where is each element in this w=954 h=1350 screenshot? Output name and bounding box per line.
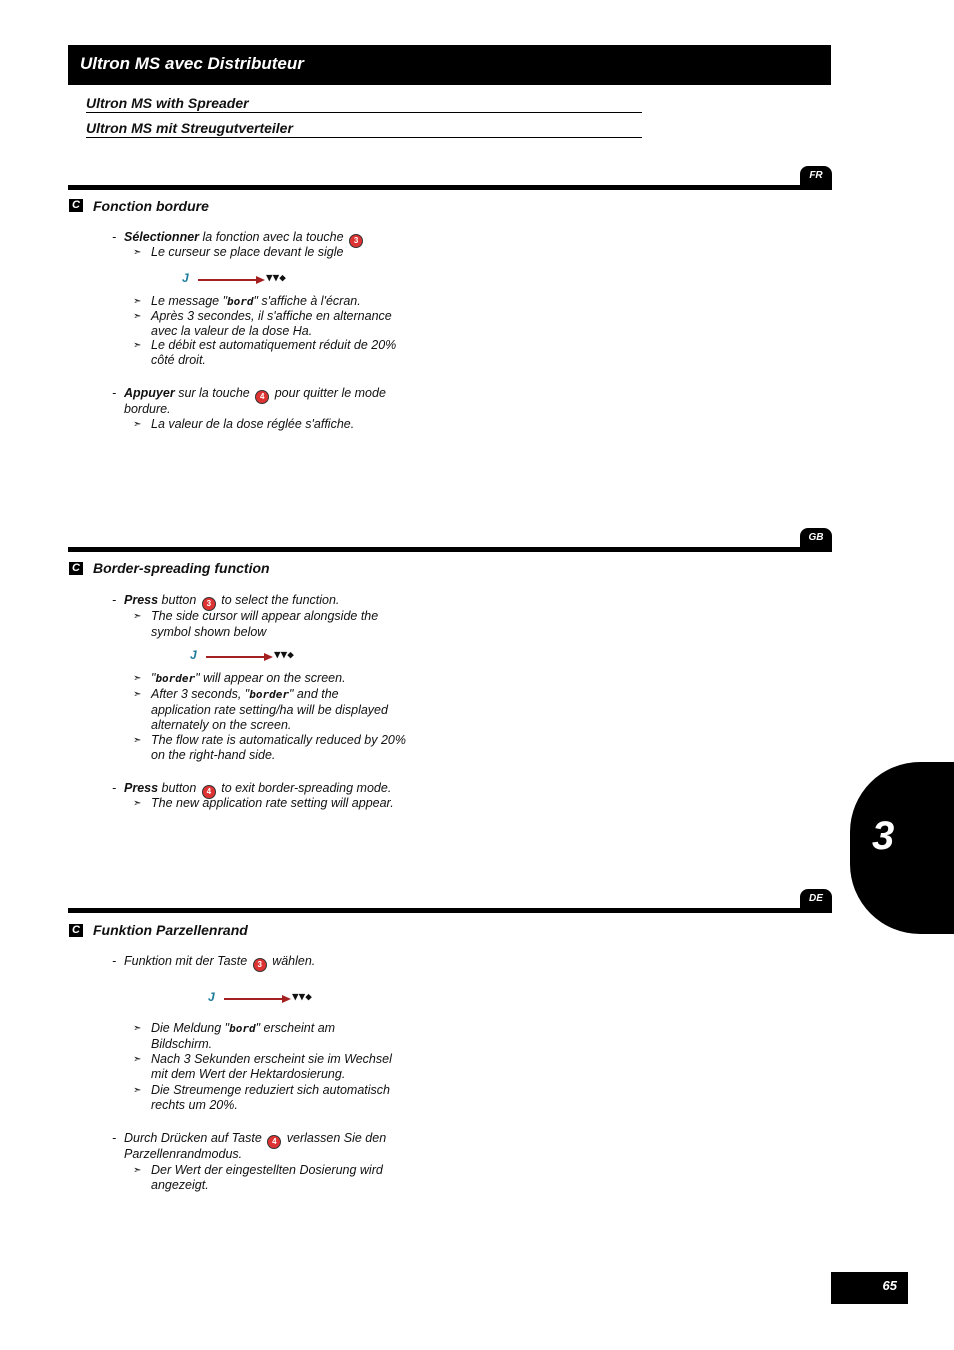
border-symbol-diagram-de [208, 990, 328, 1006]
section-badge-c: C [69, 924, 83, 937]
gb-result-message [151, 671, 346, 687]
result-arrow-icon: ➣ [133, 419, 142, 430]
document-title: Ultron MS avec Distributeur [80, 54, 304, 73]
fr-step-select-text: la fonction avec la touche [202, 230, 344, 244]
bullet-dash: - [112, 593, 117, 607]
bullet-dash: - [112, 954, 117, 968]
gb-step-exit-b: to exit border-spreading mode. [221, 781, 392, 795]
section-rule-de [68, 908, 831, 913]
chapter-tab [850, 762, 954, 934]
result-arrow-icon: ➣ [133, 340, 142, 351]
de-step-select-b: wählen. [272, 954, 316, 968]
result-arrow-icon: ➣ [133, 798, 142, 809]
result-arrow-icon: ➣ [133, 1085, 142, 1096]
gb-step-exit-a: button [161, 781, 197, 795]
section-rule-gb [68, 547, 831, 552]
de-result-message-l2: Bildschirm. [151, 1037, 213, 1051]
page-number: 65 [882, 1278, 897, 1293]
de-result-alternate-l2: mit dem Wert der Hektardosierung. [151, 1067, 346, 1081]
result-arrow-icon: ➣ [133, 735, 142, 746]
key-3-icon: 3 [349, 234, 363, 248]
fr-result-alternate-l2: avec la valeur de la dose Ha. [151, 324, 313, 338]
bullet-dash: - [112, 1131, 117, 1145]
gb-result-message-b: " will appear on the screen. [195, 671, 346, 685]
border-spreading-symbol-icon: ▼▼◆ [266, 271, 286, 284]
page-number-box [831, 1272, 908, 1304]
fr-result-reduced-l2: côté droit. [151, 353, 206, 367]
fr-result-dose: La valeur de la dose réglée s'affiche. [151, 417, 355, 431]
lcd-text-bord: bord [227, 295, 254, 308]
section-badge-c: C [69, 199, 83, 212]
gb-step-press-verb: Press [124, 593, 159, 607]
de-result-reduced-l2: rechts um 20%. [151, 1098, 238, 1112]
result-arrow-icon: ➣ [133, 247, 142, 258]
fr-result-message-a: Le message " [151, 294, 228, 308]
pointer-arrow-line [206, 656, 266, 658]
gb-result-alternate-l1 [151, 687, 339, 703]
de-result-message-b: " erscheint am [255, 1021, 336, 1035]
border-spreading-symbol-icon: ▼▼◆ [292, 990, 312, 1003]
key-3-icon: 3 [202, 597, 216, 611]
bullet-dash: - [112, 386, 117, 400]
gb-step-exit-verb: Press [124, 781, 159, 795]
border-symbol-diagram-gb [190, 648, 310, 664]
fr-step-press-b: pour quitter le mode [274, 386, 386, 400]
gb-result-cursor-l2: symbol shown below [151, 625, 267, 639]
lang-tab-gb: GB [800, 528, 832, 552]
de-result-reduced-l1: Die Streumenge reduziert sich automatisch [151, 1083, 391, 1097]
header-bar [68, 45, 831, 85]
fr-result-reduced-l1: Le débit est automatiquement réduit de 20% [151, 338, 397, 352]
de-result-alternate-l1: Nach 3 Sekunden erscheint sie im Wechsel [151, 1052, 392, 1066]
cursor-symbol-icon: J [182, 271, 189, 285]
section-rule-fr [68, 185, 831, 190]
gb-result-cursor-l1: The side cursor will appear alongside the [151, 609, 379, 623]
de-result-dose-l2: angezeigt. [151, 1178, 209, 1192]
pointer-arrow-head-icon [264, 653, 273, 661]
border-symbol-diagram-fr [182, 271, 302, 287]
lang-tab-fr: FR [800, 166, 832, 190]
gb-result-alternate-l3: alternately on the screen. [151, 718, 292, 732]
result-arrow-icon: ➣ [133, 1023, 142, 1034]
fr-step-press-a: sur la touche [178, 386, 250, 400]
fr-result-alternate-l1: Après 3 secondes, il s'affiche en alternance [151, 309, 392, 323]
result-arrow-icon: ➣ [133, 311, 142, 322]
fr-step-select-verb: Sélectionner [124, 230, 200, 244]
border-spreading-symbol-icon: ▼▼◆ [274, 648, 294, 661]
lang-tab-de: DE [800, 889, 832, 913]
fr-result-message-b: " s'affiche à l'écran. [253, 294, 361, 308]
pointer-arrow-line [198, 279, 258, 281]
lcd-text-border: border [249, 688, 289, 701]
cursor-symbol-icon: J [190, 648, 197, 662]
key-4-icon: 4 [267, 1135, 281, 1149]
de-step-press-l2: Parzellenrandmodus. [124, 1147, 243, 1161]
key-3-icon: 3 [253, 958, 267, 972]
pointer-arrow-line [224, 998, 284, 1000]
de-result-message [151, 1021, 335, 1037]
key-4-icon: 4 [255, 390, 269, 404]
lcd-text-border: border [155, 672, 196, 685]
chapter-number: 3 [872, 814, 895, 858]
section-title-fr: Fonction bordure [93, 198, 209, 214]
fr-result-message [151, 294, 361, 310]
bullet-dash: - [112, 781, 117, 795]
gb-result-message-a: " [151, 671, 156, 685]
section-badge-c: C [69, 562, 83, 575]
bullet-dash: - [112, 230, 117, 244]
result-arrow-icon: ➣ [133, 673, 142, 684]
result-arrow-icon: ➣ [133, 1054, 142, 1065]
de-step-press-b: verlassen Sie den [286, 1131, 387, 1145]
result-arrow-icon: ➣ [133, 1165, 142, 1176]
section-title-de: Funktion Parzellenrand [93, 922, 248, 938]
de-step-select [124, 954, 315, 972]
result-arrow-icon: ➣ [133, 689, 142, 700]
gb-result-alternate-b: " and the [289, 687, 339, 701]
gb-result-reduced-l1: The flow rate is automatically reduced by 20% [151, 733, 406, 747]
fr-step-press-verb: Appuyer [124, 386, 175, 400]
result-arrow-icon: ➣ [133, 296, 142, 307]
key-4-icon: 4 [202, 785, 216, 799]
result-arrow-icon: ➣ [133, 611, 142, 622]
gb-result-reduced-l2: on the right-hand side. [151, 748, 276, 762]
de-result-message-a: Die Meldung " [151, 1021, 230, 1035]
gb-result-alternate-a: After 3 seconds, " [151, 687, 250, 701]
de-result-dose-l1: Der Wert der eingestellten Dosierung wird [151, 1163, 383, 1177]
pointer-arrow-head-icon [256, 276, 265, 284]
fr-result-cursor: Le curseur se place devant le sigle [151, 245, 344, 259]
gb-result-rate: The new application rate setting will appear. [151, 796, 394, 810]
de-step-select-a: Funktion mit der Taste [124, 954, 248, 968]
de-step-press-a: Durch Drücken auf Taste [124, 1131, 262, 1145]
cursor-symbol-icon: J [208, 990, 215, 1004]
gb-step-press-a: button [161, 593, 197, 607]
section-title-gb: Border-spreading function [93, 560, 270, 576]
pointer-arrow-head-icon [282, 995, 291, 1003]
lcd-text-bord: bord [229, 1022, 256, 1035]
gb-result-alternate-l2: application rate setting/ha will be displayed [151, 703, 388, 717]
subtitle-english: Ultron MS with Spreader [86, 95, 642, 113]
subtitle-german: Ultron MS mit Streugutverteiler [86, 120, 642, 138]
fr-step-press-l2: bordure. [124, 402, 171, 416]
gb-step-press-b: to select the function. [221, 593, 340, 607]
